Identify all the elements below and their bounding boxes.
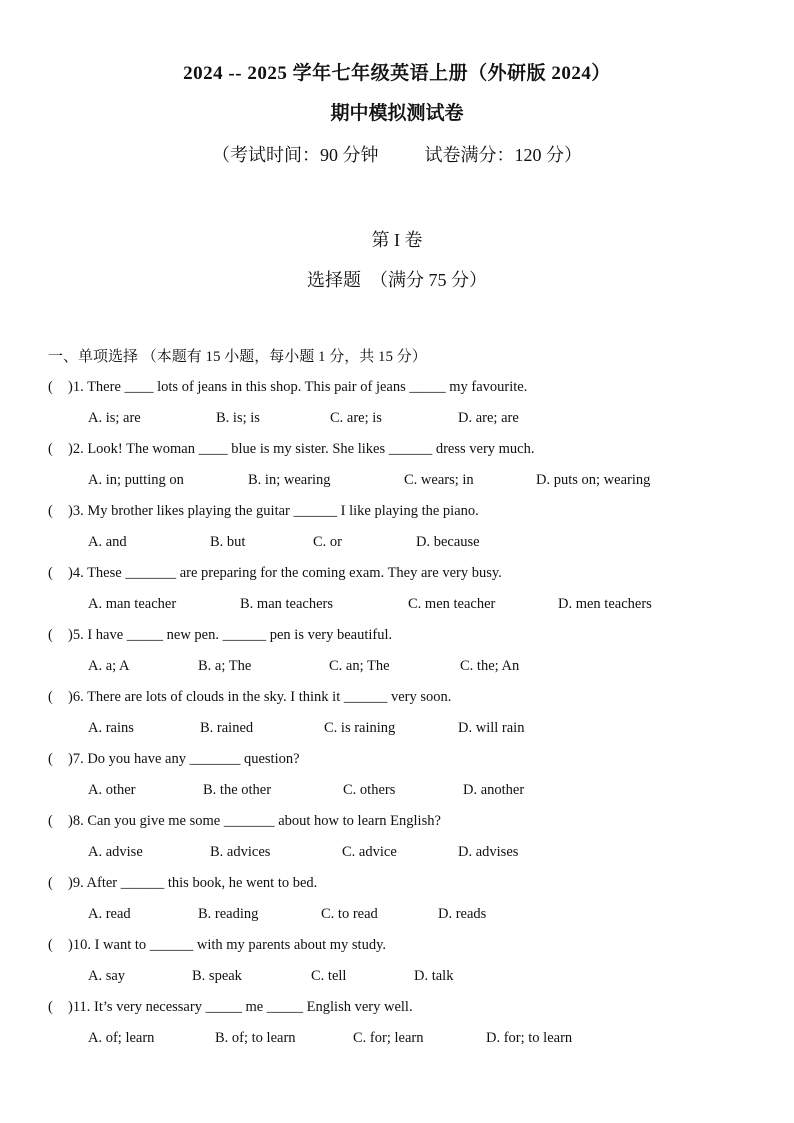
volume-subtitle: 选择题 （满分 75 分）	[307, 270, 487, 290]
option-d: D. are; are	[458, 410, 519, 426]
option-row	[48, 1027, 768, 1058]
option-d: D. for; to learn	[486, 1030, 573, 1046]
option-b: B. of; to learn	[215, 1030, 296, 1046]
question-stem	[48, 810, 768, 841]
question-item	[48, 500, 768, 562]
exam-score: 试卷满分：120 分）	[424, 145, 582, 165]
question-item	[48, 872, 768, 934]
option-c: C. is raining	[324, 720, 396, 736]
question-item	[48, 686, 768, 748]
option-d: D. talk	[414, 968, 454, 984]
answer-bracket: (	[48, 441, 53, 457]
option-a: A. rains	[88, 720, 134, 736]
option-b: B. but	[210, 534, 246, 550]
option-a: A. advise	[88, 844, 143, 860]
question-stem	[48, 934, 768, 965]
question-item	[48, 562, 768, 624]
option-a: A. of; learn	[88, 1030, 155, 1046]
volume-label: 第 I 卷	[371, 230, 423, 250]
question-stem	[48, 438, 768, 469]
option-c: C. are; is	[330, 410, 382, 426]
exam-title: 2024 -- 2025 学年七年级英语上册（外研版 2024）	[183, 63, 611, 84]
question-text: )9. After ______ this book, he went to bed.	[68, 875, 318, 891]
exam-time: （考试时间：90 分钟	[212, 145, 379, 165]
question-stem	[48, 500, 768, 531]
option-a: A. man teacher	[88, 596, 177, 612]
option-b: B. reading	[198, 906, 259, 922]
option-b: B. advices	[210, 844, 271, 860]
option-row	[48, 593, 768, 624]
option-row	[48, 903, 768, 934]
question-item	[48, 624, 768, 686]
answer-bracket: (	[48, 813, 53, 829]
question-list	[48, 376, 768, 1058]
answer-bracket: (	[48, 937, 53, 953]
question-text: )7. Do you have any _______ question?	[68, 751, 300, 767]
question-item	[48, 748, 768, 810]
option-d: D. reads	[438, 906, 487, 922]
option-d: C. the; An	[460, 658, 520, 674]
question-text: )1. There ____ lots of jeans in this shop. This pair of jeans _____ my favourite.	[68, 379, 528, 395]
question-text: )2. Look! The woman ____ blue is my sister. She likes ______ dress very much.	[68, 441, 535, 457]
question-stem	[48, 562, 768, 593]
question-text: )4. These _______ are preparing for the coming exam. They are very busy.	[68, 565, 502, 581]
option-c: C. to read	[321, 906, 378, 922]
option-d: D. advises	[458, 844, 519, 860]
answer-bracket: (	[48, 751, 53, 767]
question-item	[48, 376, 768, 438]
option-b: B. is; is	[216, 410, 260, 426]
option-row	[48, 469, 768, 500]
question-stem	[48, 376, 768, 407]
question-stem	[48, 624, 768, 655]
question-item	[48, 996, 768, 1058]
option-c: C. an; The	[329, 658, 390, 674]
option-b: B. man teachers	[240, 596, 334, 612]
question-item	[48, 810, 768, 872]
option-d: D. puts on; wearing	[536, 472, 651, 488]
option-a: A. other	[88, 782, 136, 798]
option-d: D. another	[463, 782, 525, 798]
option-c: C. advice	[342, 844, 397, 860]
option-a: A. say	[88, 968, 126, 984]
exam-subtitle: 期中模拟测试卷	[330, 103, 464, 124]
question-stem	[48, 872, 768, 903]
option-b: B. rained	[200, 720, 254, 736]
question-text: )5. I have _____ new pen. ______ pen is very beautiful.	[68, 627, 393, 643]
question-item	[48, 934, 768, 996]
option-b: B. a; The	[198, 658, 252, 674]
answer-bracket: (	[48, 379, 53, 395]
option-b: B. in; wearing	[248, 472, 331, 488]
answer-bracket: (	[48, 689, 53, 705]
option-a: A. is; are	[88, 410, 141, 426]
option-d: D. men teachers	[558, 596, 652, 612]
option-c: C. wears; in	[404, 472, 474, 488]
option-row	[48, 531, 768, 562]
option-d: D. because	[416, 534, 480, 550]
option-c: C. for; learn	[353, 1030, 424, 1046]
answer-bracket: (	[48, 999, 53, 1015]
question-stem	[48, 686, 768, 717]
question-stem	[48, 996, 768, 1027]
question-stem	[48, 748, 768, 779]
question-text: )10. I want to ______ with my parents about my study.	[68, 937, 387, 953]
question-text: )8. Can you give me some _______ about how to learn English?	[68, 813, 441, 829]
option-c: C. others	[343, 782, 396, 798]
answer-bracket: (	[48, 875, 53, 891]
section-title: 一、单项选择 （本题有 15 小题，每小题 1 分，共 15 分）	[48, 349, 427, 365]
option-a: A. and	[88, 534, 127, 550]
option-row	[48, 655, 768, 686]
option-a: A. in; putting on	[88, 472, 184, 488]
option-row	[48, 841, 768, 872]
question-text: )6. There are lots of clouds in the sky. I think it ______ very soon.	[68, 689, 452, 705]
option-c: C. or	[313, 534, 342, 550]
question-text: )3. My brother likes playing the guitar ______ I like playing the piano.	[68, 503, 479, 519]
answer-bracket: (	[48, 627, 53, 643]
option-row	[48, 717, 768, 748]
option-c: C. men teacher	[408, 596, 496, 612]
option-a: A. read	[88, 906, 131, 922]
option-c: C. tell	[311, 968, 347, 984]
option-b: B. speak	[192, 968, 242, 984]
option-row	[48, 407, 768, 438]
option-b: B. the other	[203, 782, 272, 798]
answer-bracket: (	[48, 503, 53, 519]
option-a: A. a; A	[88, 658, 130, 674]
answer-bracket: (	[48, 565, 53, 581]
option-row	[48, 779, 768, 810]
question-item	[48, 438, 768, 500]
option-row	[48, 965, 768, 996]
question-text: )11. It’s very necessary _____ me _____ English very well.	[68, 999, 413, 1015]
exam-info	[0, 141, 794, 167]
option-d: D. will rain	[458, 720, 525, 736]
